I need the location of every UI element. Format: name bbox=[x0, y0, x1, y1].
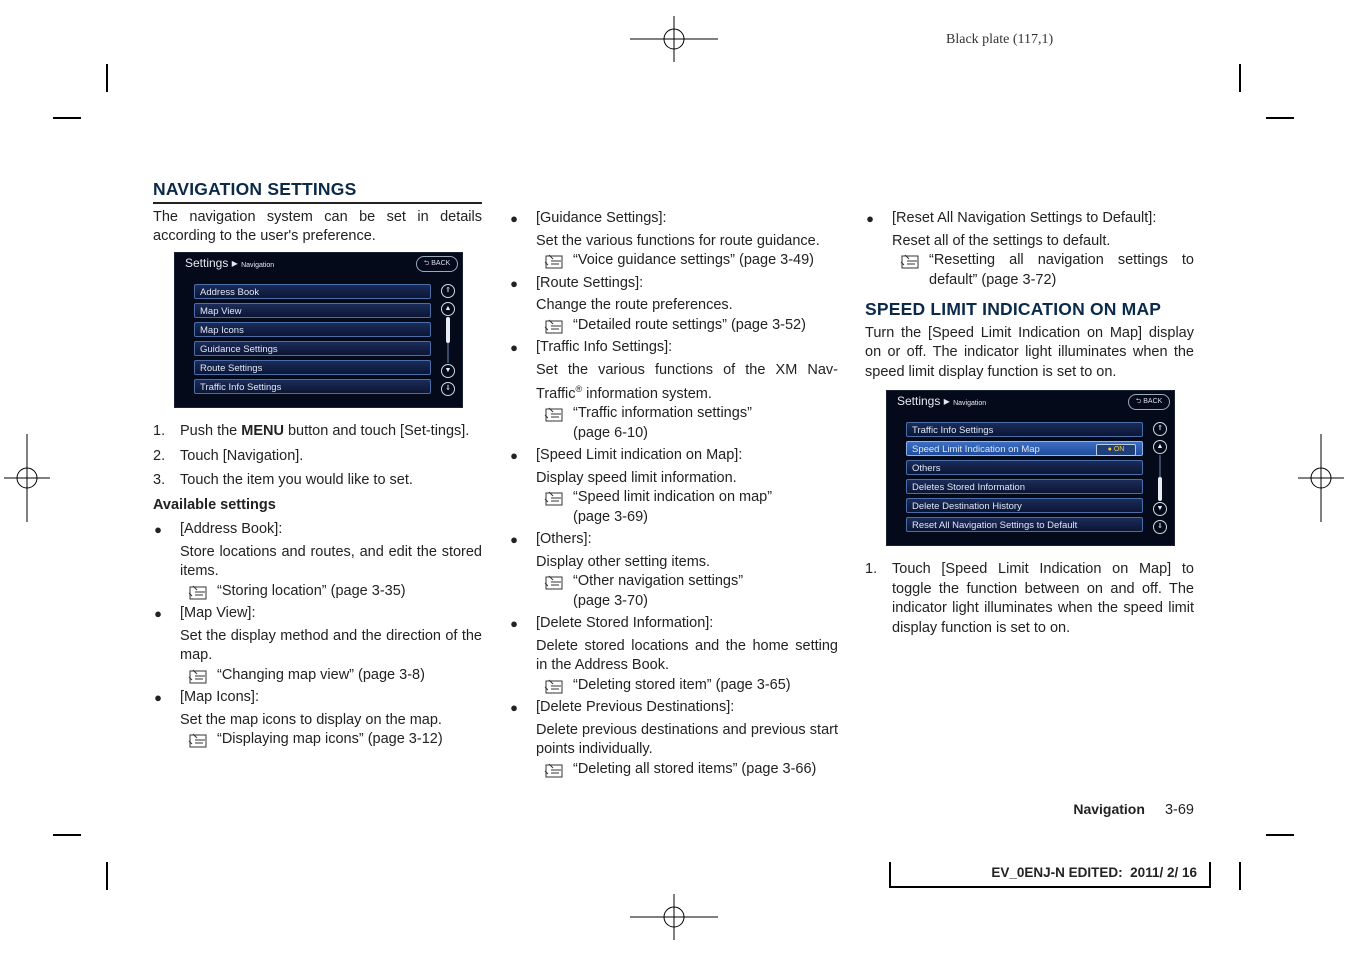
reference-icon bbox=[543, 574, 567, 591]
crop-mark bbox=[1266, 117, 1294, 119]
right-column-lower bbox=[865, 560, 1194, 638]
page-footer bbox=[1040, 801, 1194, 818]
edition-label: EV_0ENJ-N EDITED: 2011/ 2/ 16 bbox=[991, 865, 1197, 880]
menu-item-map-view[interactable]: Map View bbox=[194, 303, 431, 318]
footer-section: Navigation bbox=[1073, 801, 1145, 817]
page-reference[interactable]: “Deleting all stored items” (page 3-66) bbox=[509, 760, 838, 780]
menu-item-speed-limit-indication[interactable]: Speed Limit Indication on Map ● ON bbox=[906, 441, 1143, 456]
registration-mark bbox=[1298, 434, 1344, 522]
bullet-item: ● [Map View]: bbox=[154, 605, 256, 621]
reference-icon bbox=[543, 762, 567, 779]
bullet-item: ● [Route Settings]: bbox=[510, 274, 644, 291]
bullet-description: Change the route preferences. bbox=[536, 297, 733, 313]
back-button[interactable]: ⮌ BACK bbox=[416, 256, 458, 272]
bullet-description: Set the display method and the direction of the map. bbox=[180, 627, 482, 663]
bullet-description: Set the various functions of the XM Nav-Traffic® information system. bbox=[536, 361, 838, 402]
page-reference[interactable]: “Resetting all navigation settings to default” (page 3-72) bbox=[865, 251, 1194, 290]
menu-item-map-icons[interactable]: Map Icons bbox=[194, 322, 431, 337]
reference-icon bbox=[543, 318, 567, 335]
menu-item-guidance-settings[interactable]: Guidance Settings bbox=[194, 341, 431, 356]
bullet-description: Set the map icons to display on the map. bbox=[180, 711, 442, 728]
bullet-item: ● [Traffic Info Settings]: bbox=[510, 339, 673, 355]
edition-box bbox=[889, 862, 1211, 888]
menu-item-deletes-stored-information[interactable]: Deletes Stored Information bbox=[906, 479, 1143, 494]
back-button[interactable]: ⮌ BACK bbox=[1128, 394, 1170, 410]
crop-mark bbox=[1266, 834, 1294, 836]
scrollbar-thumb[interactable] bbox=[1158, 477, 1162, 501]
step-item: 3. Touch the item you would like to set. bbox=[153, 472, 413, 488]
step-item: 2. Touch [Navigation]. bbox=[153, 447, 304, 464]
bullet-item: ● [Reset All Navigation Settings to Default]: bbox=[866, 210, 1157, 226]
bullet-item: ● [Map Icons]: bbox=[154, 689, 259, 705]
step-item: 1. Touch [Speed Limit Indication on Map] to toggle the function between on and off. The indicator light illuminates when the speed limit display function is set to on. bbox=[865, 561, 1194, 636]
bullet-item: ● [Speed Limit indication on Map]: bbox=[510, 447, 743, 464]
page-reference[interactable]: “Voice guidance settings” (page 3-49) bbox=[509, 251, 838, 271]
middle-column bbox=[509, 209, 838, 779]
screen-title: Settings ▸ Navigation bbox=[897, 394, 987, 408]
reference-icon bbox=[899, 253, 923, 270]
bullet-description: Delete previous destinations and previous start points individually. bbox=[536, 721, 838, 758]
scroll-down-icon[interactable]: ▼ bbox=[441, 364, 455, 378]
crop-mark bbox=[1239, 862, 1241, 890]
page-reference[interactable]: “Detailed route settings” (page 3-52) bbox=[509, 316, 838, 336]
plate-label: Black plate (117,1) bbox=[946, 32, 1054, 47]
crop-mark bbox=[106, 862, 108, 890]
reference-icon bbox=[187, 732, 211, 749]
page-reference[interactable]: “Storing location” (page 3-35) bbox=[153, 582, 482, 602]
screen-title: Settings ▸ Navigation bbox=[185, 256, 275, 270]
menu-item-address-book[interactable]: Address Book bbox=[194, 284, 431, 299]
available-settings-heading: Available settings bbox=[153, 496, 276, 513]
reference-icon bbox=[543, 490, 567, 507]
scrollbar-thumb[interactable] bbox=[446, 317, 450, 343]
bullet-description: Reset all of the settings to default. bbox=[892, 232, 1111, 249]
registration-mark bbox=[4, 434, 50, 522]
left-column bbox=[153, 180, 482, 247]
page-reference[interactable]: “Changing map view” (page 3-8) bbox=[153, 666, 482, 686]
scroll-down-icon[interactable]: ▼ bbox=[1153, 502, 1167, 516]
scroll-up-icon[interactable]: ▲ bbox=[1153, 440, 1167, 454]
menu-item-traffic-info-settings[interactable]: Traffic Info Settings bbox=[194, 379, 431, 394]
crop-mark bbox=[106, 64, 108, 92]
page-reference[interactable]: “Other navigation settings” (page 3-70) bbox=[509, 572, 838, 611]
section-heading: NAVIGATION SETTINGS bbox=[153, 179, 357, 199]
bullet-description: Display other setting items. bbox=[536, 553, 711, 570]
bullet-item: ● [Address Book]: bbox=[154, 521, 283, 537]
right-column bbox=[865, 209, 1194, 382]
registration-mark bbox=[630, 16, 718, 62]
bullet-description: Set the various functions for route guidance. bbox=[536, 232, 820, 249]
on-indicator: ● ON bbox=[1096, 444, 1136, 456]
bullet-description: Store locations and routes, and edit the stored items. bbox=[180, 543, 482, 579]
page-reference[interactable]: “Speed limit indication on map” (page 3-69) bbox=[509, 488, 838, 527]
reference-icon bbox=[187, 584, 211, 601]
intro-paragraph: The navigation system can be set in details according to the user's preference. bbox=[153, 208, 482, 244]
bullet-item: ● [Guidance Settings]: bbox=[510, 210, 667, 226]
menu-item-reset-all-navigation-settings[interactable]: Reset All Navigation Settings to Default bbox=[906, 517, 1143, 532]
scroll-top-icon[interactable]: ⇑ bbox=[441, 284, 455, 298]
scroll-bottom-icon[interactable]: ⇓ bbox=[1153, 520, 1167, 534]
page-reference[interactable]: “Deleting stored item” (page 3-65) bbox=[509, 676, 838, 696]
registration-mark bbox=[630, 894, 718, 940]
bullet-description: Delete stored locations and the home setting in the Address Book. bbox=[536, 637, 838, 674]
page-reference[interactable]: “Displaying map icons” (page 3-12) bbox=[153, 730, 482, 750]
crop-mark bbox=[53, 834, 81, 836]
left-column-lower bbox=[153, 422, 482, 750]
menu-item-delete-destination-history[interactable]: Delete Destination History bbox=[906, 498, 1143, 513]
reference-icon bbox=[543, 406, 567, 423]
intro-paragraph: Turn the [Speed Limit Indication on Map] display on or off. The indicator light illuminates when the speed limit display function is set to on. bbox=[865, 324, 1194, 380]
scroll-top-icon[interactable]: ⇑ bbox=[1153, 422, 1167, 436]
crop-mark bbox=[1239, 64, 1241, 92]
page-reference[interactable]: “Traffic information settings” (page 6-10) bbox=[509, 404, 838, 443]
scroll-bottom-icon[interactable]: ⇓ bbox=[441, 382, 455, 396]
menu-item-others[interactable]: Others bbox=[906, 460, 1143, 475]
menu-item-traffic-info-settings[interactable]: Traffic Info Settings bbox=[906, 422, 1143, 437]
step-item: 1. Push the MENU button and touch [Set-tings]. bbox=[153, 423, 470, 439]
menu-item-route-settings[interactable]: Route Settings bbox=[194, 360, 431, 375]
section-heading: SPEED LIMIT INDICATION ON MAP bbox=[865, 299, 1162, 319]
bullet-item: ● [Delete Stored Information]: bbox=[510, 615, 714, 632]
scroll-up-icon[interactable]: ▲ bbox=[441, 302, 455, 316]
crop-mark bbox=[53, 117, 81, 119]
reference-icon bbox=[543, 678, 567, 695]
bullet-item: ● [Delete Previous Destinations]: bbox=[510, 699, 735, 716]
reference-icon bbox=[543, 253, 567, 270]
settings-screen-navigation bbox=[174, 252, 463, 408]
bullet-description: Display speed limit information. bbox=[536, 469, 737, 486]
page-number: 3-69 bbox=[1164, 802, 1194, 818]
reference-icon bbox=[187, 668, 211, 685]
bullet-item: ● [Others]: bbox=[510, 531, 592, 548]
heading-rule bbox=[153, 202, 482, 204]
settings-screen-speed-limit bbox=[886, 390, 1175, 546]
